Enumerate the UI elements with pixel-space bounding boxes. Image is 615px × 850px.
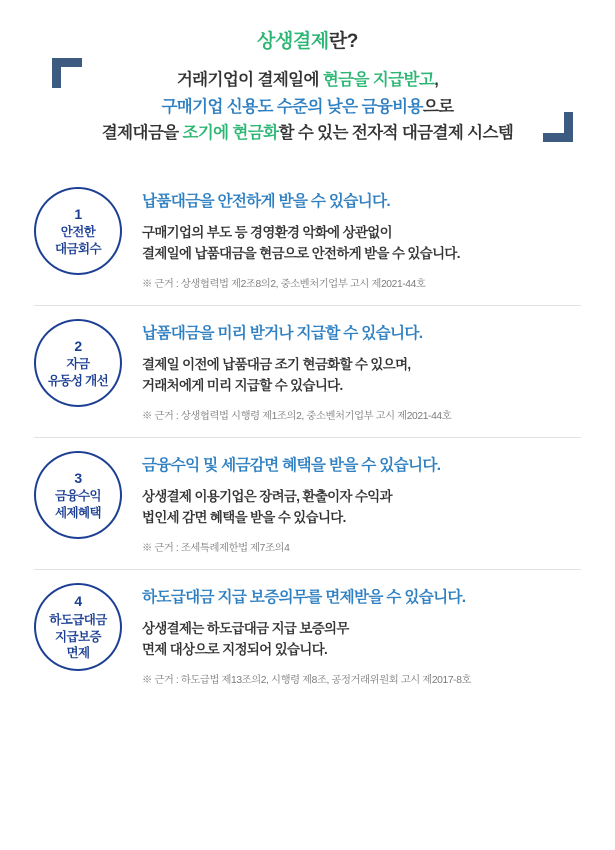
lead-line-3-text-a: 결제대금을: [101, 124, 183, 143]
benefit-headline: 납품대금을 미리 받거나 지급할 수 있습니다.: [142, 325, 423, 343]
lead-line-1: [0, 67, 615, 94]
benefit-description-line: 면제 대상으로 지정되어 있습니다.: [142, 642, 328, 658]
benefit-description: [142, 486, 589, 528]
benefit-caption-line: 대금회수: [55, 242, 101, 257]
benefit-circle: [34, 187, 122, 275]
lead-line-3-text-b: 할 수 있는 전자적 대금결제 시스템: [278, 124, 514, 143]
benefit-caption: [55, 224, 101, 258]
benefit-body: [130, 173, 589, 289]
benefit-description: [142, 618, 589, 660]
lead-line-2-highlight: 구매기업 신용도 수준의 낮은 금융비용: [161, 97, 423, 116]
benefit-headline: 금융수익 및 세금감면 혜택을 받을 수 있습니다.: [142, 457, 441, 475]
benefit-circle: [34, 451, 122, 539]
benefit-caption-line: 세제혜택: [55, 506, 101, 521]
benefit-description-line: 구매기업의 부도 등 경영환경 악화에 상관없이: [142, 225, 392, 241]
page-title-rest: 란?: [328, 31, 358, 52]
benefit-number: 3: [74, 469, 82, 486]
benefit-caption-line: 면제: [66, 646, 90, 661]
benefit-description: [142, 354, 589, 396]
benefit-number: 2: [74, 337, 82, 354]
benefit-caption-line: 유동성 개선: [47, 374, 109, 389]
benefit-description-line: 상생결제는 하도급대금 지급 보증의무: [142, 621, 349, 637]
benefit-row: [0, 173, 615, 305]
page-title: [0, 26, 615, 53]
benefit-caption: [49, 612, 106, 662]
benefit-legal-note: ※ 근거 : 하도급법 제13조의2, 시행령 제8조, 공정거래위원회 고시 제2017-8호: [142, 674, 472, 686]
benefit-legal-note: ※ 근거 : 상생협력법 시행령 제1조의2, 중소벤처기업부 고시 제2021-44호: [142, 410, 452, 422]
benefit-circle: [34, 319, 122, 407]
benefit-caption: [48, 356, 108, 390]
benefit-headline: 납품대금을 안전하게 받을 수 있습니다.: [142, 193, 390, 211]
page-lead: [0, 67, 615, 147]
benefit-number: 1: [74, 205, 82, 222]
benefit-caption-line: 안전한: [60, 225, 96, 240]
benefit-description-line: 결제일에 납품대금을 현금으로 안전하게 받을 수 있습니다.: [142, 246, 460, 262]
benefit-description-line: 결제일 이전에 납품대금 조기 현금화할 수 있으며,: [142, 357, 411, 373]
benefit-list: [0, 173, 615, 701]
benefit-headline: 하도급대금 지급 보증의무를 면제받을 수 있습니다.: [142, 589, 466, 607]
benefit-badge: [26, 569, 130, 671]
benefit-body: [130, 305, 589, 421]
benefit-row: [0, 569, 615, 701]
benefit-caption-line: 지급보증: [55, 629, 101, 644]
benefit-body: [130, 437, 589, 553]
benefit-caption-line: 자금: [66, 357, 90, 372]
benefit-description: [142, 222, 589, 264]
benefit-caption-line: 하도급대금: [49, 612, 107, 627]
quote-open-bracket-icon: [52, 58, 82, 88]
benefit-description-line: 거래처에게 미리 지급할 수 있습니다.: [142, 378, 343, 394]
benefit-description-line: 상생결제 이용기업은 장려금, 환출이자 수익과: [142, 489, 392, 505]
lead-line-1-highlight: 현금을 지급받고: [322, 71, 435, 89]
benefit-body: [130, 569, 589, 685]
benefit-badge: [26, 437, 130, 539]
benefit-legal-note: ※ 근거 : 조세특례제한법 제7조의4: [142, 542, 290, 554]
page-title-accent: 상생결제: [257, 31, 329, 52]
benefit-legal-note: ※ 근거 : 상생협력법 제2조8의2, 중소벤처기업부 고시 제2021-44호: [142, 278, 426, 290]
benefit-number: 4: [74, 593, 82, 610]
benefit-caption-line: 금융수익: [55, 489, 101, 504]
lead-line-1-text-b: ,: [434, 71, 439, 89]
benefit-circle: [34, 583, 122, 671]
page-header: [0, 0, 615, 147]
lead-line-1-text-a: 거래기업이 결제일에: [176, 71, 323, 89]
lead-line-2-text-b: 으로: [422, 97, 454, 116]
benefit-description-line: 법인세 감면 혜택을 받을 수 있습니다.: [142, 510, 346, 526]
benefit-badge: [26, 173, 130, 275]
benefit-row: [0, 305, 615, 437]
benefit-row: [0, 437, 615, 569]
quote-close-bracket-icon: [543, 112, 573, 142]
benefit-caption: [55, 488, 101, 522]
lead-line-3-highlight: 조기에 현금화: [182, 124, 279, 143]
benefit-badge: [26, 305, 130, 407]
lead-line-3: [0, 120, 615, 147]
lead-line-2: [0, 94, 615, 121]
